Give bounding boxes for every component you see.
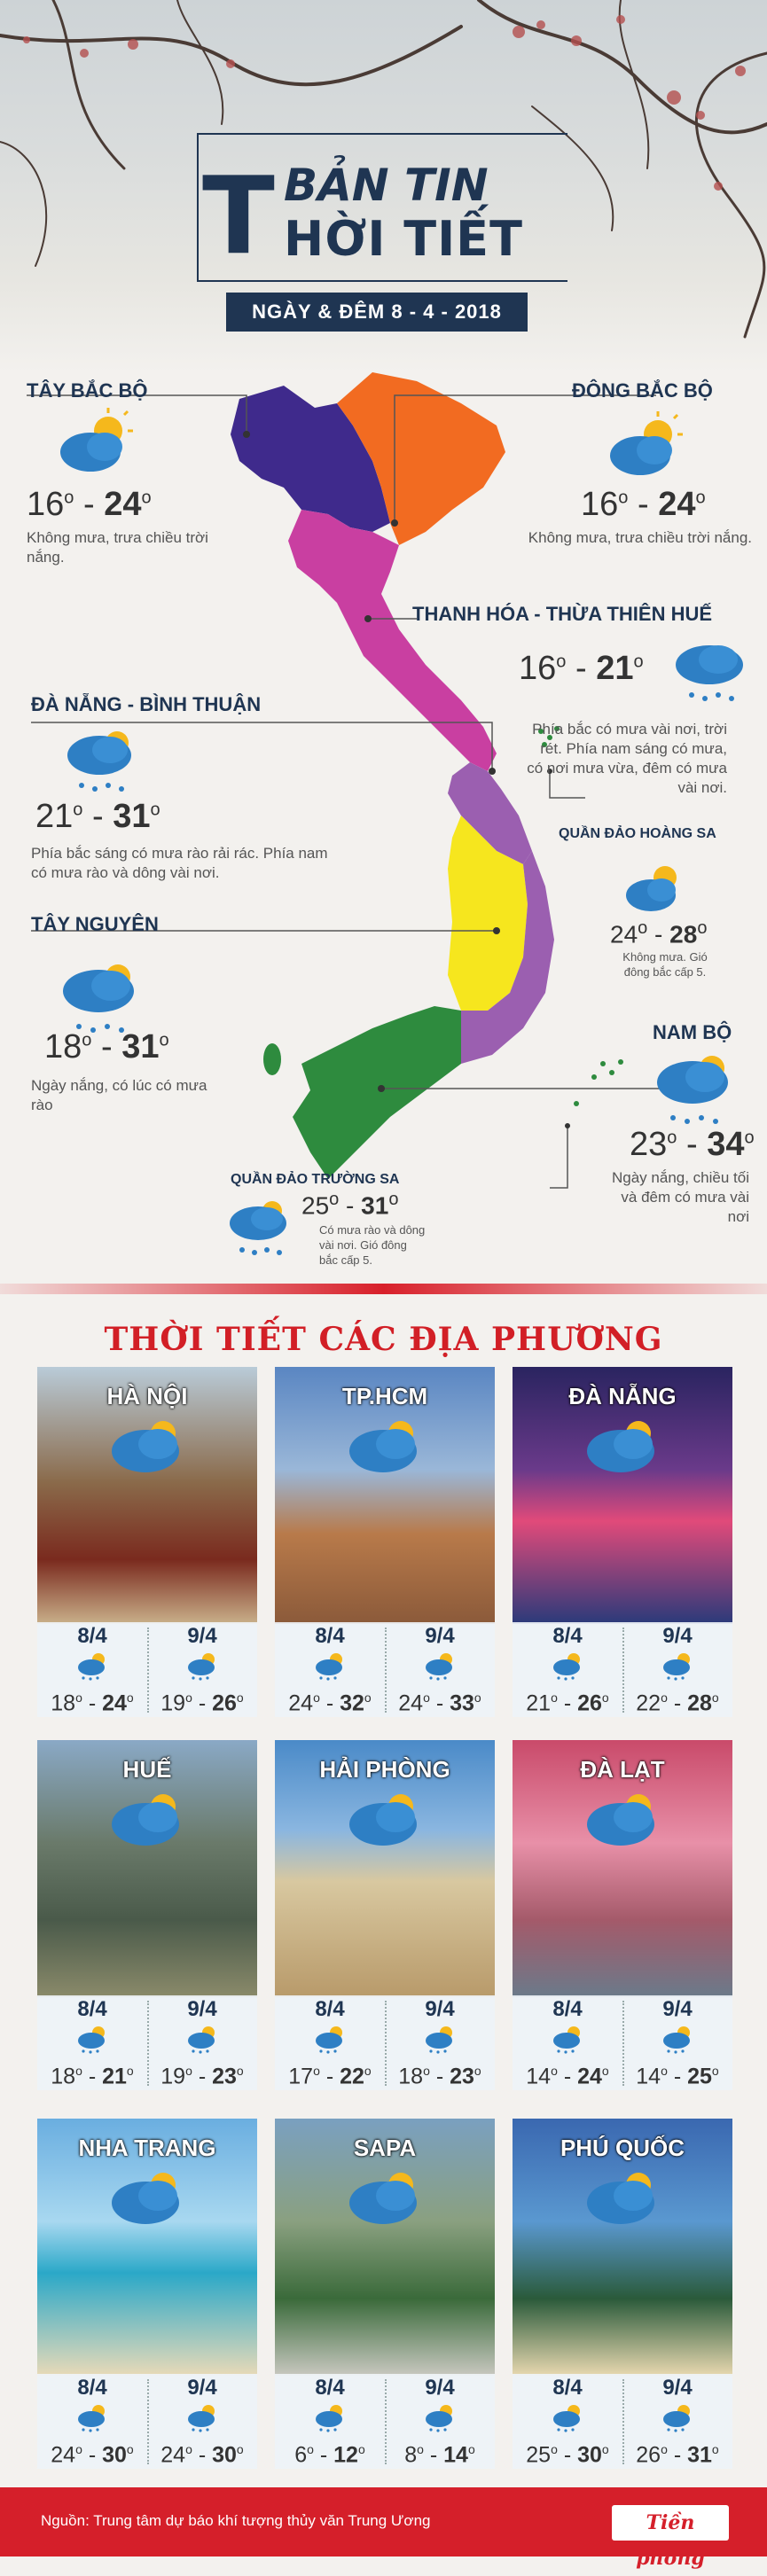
region-tay-bac-name: TÂY BẮC BỘ: [27, 379, 148, 402]
sun-cloud-icon: [74, 2402, 110, 2434]
region-thanh-hoa-desc: Phía bắc có mưa vài nơi, trời rét. Phía nam sáng có mưa, có nơi mưa vừa, đêm có mưa vài nơi.: [527, 721, 727, 797]
sun-cloud-icon: [621, 858, 692, 916]
city-name: PHÚ QUỐC: [560, 2135, 685, 2161]
rain-cloud-icon: [669, 640, 749, 711]
sun-cloud-icon: [312, 2024, 348, 2056]
forecast-temp: 24$^o$ - 32$^o$: [288, 1690, 372, 1716]
city-card: [37, 1367, 257, 1717]
city-card: [275, 1740, 495, 2090]
forecast-date: 8/4: [77, 1624, 107, 1648]
city-card: [513, 2119, 732, 2469]
rain-cloud-icon: [652, 1050, 740, 1130]
region-dong-bac-temp: 16$^o$ - 24$^o$: [581, 486, 706, 523]
forecast-temp: 14$^o$ - 25$^o$: [636, 2064, 719, 2089]
cloud-icon: [108, 1789, 188, 1851]
city-name: HÀ NỘI: [106, 1383, 188, 1409]
region-da-nang-desc: Phía bắc sáng có mưa rào rải rác. Phía nam có mưa rào và dông vài nơi.: [31, 845, 328, 882]
tienphong-logo: Tiền phong: [612, 2505, 729, 2541]
city-card: [37, 2119, 257, 2469]
region-thanh-hoa-shape: [288, 510, 497, 771]
city-forecast: [275, 2374, 495, 2469]
day-forecast-1: [513, 2374, 622, 2468]
region-hoang-sa-desc: Không mưa. Gió đông bắc cấp 5.: [622, 950, 708, 979]
sun-cloud-icon: [53, 406, 142, 477]
region-tay-bac-temp: 16$^o$ - 24$^o$: [27, 486, 152, 523]
city-forecast: [37, 1995, 257, 2090]
forecast-temp: 18$^o$ - 24$^o$: [51, 1690, 134, 1716]
region-nam-bo-shape: [293, 1006, 461, 1179]
city-card: [275, 2119, 495, 2469]
cloud-icon: [583, 1789, 663, 1851]
cloud-icon: [346, 1416, 426, 1478]
sun-cloud-icon: [184, 1651, 220, 1682]
sun-cloud-icon: [312, 2402, 348, 2434]
forecast-date: 8/4: [552, 2376, 583, 2400]
region-thanh-hoa-temp: 16$^o$ - 21$^o$: [519, 650, 644, 687]
sun-cloud-icon: [660, 1651, 695, 1682]
title-big-letter: T: [202, 155, 275, 278]
region-truong-sa-name: QUẦN ĐẢO TRƯỜNG SA: [231, 1172, 400, 1187]
forecast-date: 9/4: [425, 1624, 455, 1648]
day-forecast-1: [37, 1622, 147, 1716]
city-card: [37, 1740, 257, 2090]
forecast-temp: 22$^o$ - 28$^o$: [636, 1690, 719, 1716]
city-forecast: [513, 1995, 732, 2090]
day-forecast-2: [622, 2374, 732, 2468]
city-card: [275, 1367, 495, 1717]
forecast-date: 9/4: [662, 1624, 693, 1648]
city-forecast: [37, 2374, 257, 2469]
sun-cloud-icon: [660, 2024, 695, 2056]
day-forecast-1: [513, 1995, 622, 2089]
city-forecast: [37, 1622, 257, 1717]
city-name: SAPA: [353, 2135, 417, 2161]
forecast-date: 8/4: [315, 1624, 345, 1648]
city-name: ĐÀ NẴNG: [568, 1383, 677, 1409]
date-banner: NGÀY & ĐÊM 8 - 4 - 2018: [226, 293, 528, 332]
day-forecast-1: [275, 1995, 385, 2089]
sun-cloud-icon: [550, 2024, 585, 2056]
footer-source: Nguồn: Trung tâm dự báo khí tượng thủy văn Trung Ương: [41, 2512, 431, 2529]
day-forecast-1: [275, 2374, 385, 2468]
region-dong-bac-desc: Không mưa, trưa chiều trời nắng.: [528, 529, 752, 546]
city-card: [513, 1367, 732, 1717]
forecast-date: 9/4: [187, 1624, 217, 1648]
rain-cloud-icon: [226, 1197, 297, 1259]
region-nam-bo-temp: 23$^o$ - 34$^o$: [630, 1126, 755, 1163]
city-card: [513, 1740, 732, 2090]
forecast-date: 8/4: [77, 2376, 107, 2400]
region-da-nang-temp: 21$^o$ - 31$^o$: [35, 798, 160, 835]
forecast-date: 9/4: [425, 1997, 455, 2021]
forecast-date: 8/4: [552, 1624, 583, 1648]
forecast-temp: 19$^o$ - 26$^o$: [160, 1690, 244, 1716]
forecast-temp: 21$^o$ - 26$^o$: [526, 1690, 609, 1716]
sun-cloud-icon: [74, 1651, 110, 1682]
day-forecast-2: [385, 1995, 495, 2089]
city-name: TP.HCM: [341, 1383, 428, 1409]
day-forecast-1: [37, 2374, 147, 2468]
sun-cloud-icon: [422, 2024, 458, 2056]
forecast-date: 9/4: [662, 1997, 693, 2021]
city-forecast: [513, 1622, 732, 1717]
forecast-temp: 18$^o$ - 21$^o$: [51, 2064, 134, 2089]
day-forecast-2: [622, 1622, 732, 1716]
region-nam-bo-name: NAM BỘ: [653, 1021, 732, 1043]
cloud-icon: [346, 2167, 426, 2229]
city-forecast: [513, 2374, 732, 2469]
title-line-2: HỜI TIẾT: [284, 211, 523, 267]
cloud-icon: [583, 1416, 663, 1478]
day-forecast-2: [147, 2374, 257, 2468]
region-dong-bac-name: ĐÔNG BẮC BỘ: [572, 379, 713, 402]
forecast-date: 8/4: [315, 2376, 345, 2400]
sun-cloud-icon: [660, 2402, 695, 2434]
cloud-icon: [346, 1789, 426, 1851]
sun-cloud-icon: [550, 1651, 585, 1682]
forecast-temp: 24$^o$ - 30$^o$: [160, 2442, 244, 2468]
forecast-date: 9/4: [425, 2376, 455, 2400]
day-forecast-1: [513, 1622, 622, 1716]
region-tay-bac-desc: Không mưa, trưa chiều trời nắng.: [27, 529, 208, 566]
day-forecast-2: [147, 1622, 257, 1716]
footer: [0, 2487, 767, 2570]
section-divider: [0, 1284, 767, 1294]
sun-cloud-icon: [603, 410, 692, 480]
day-forecast-2: [622, 1995, 732, 2089]
header-banner: [0, 0, 767, 372]
sun-cloud-icon: [550, 2402, 585, 2434]
forecast-temp: 24$^o$ - 30$^o$: [51, 2442, 134, 2468]
forecast-date: 8/4: [315, 1997, 345, 2021]
rain-cloud-icon: [62, 727, 142, 798]
forecast-temp: 14$^o$ - 24$^o$: [526, 2064, 609, 2089]
forecast-date: 9/4: [187, 2376, 217, 2400]
region-truong-sa-desc: Có mưa rào và dông vài nơi. Gió đông bắc cấp 5.: [319, 1223, 426, 1267]
title-line-1: BẢN TIN: [284, 160, 489, 211]
phu-quoc-island-shape: [263, 1043, 281, 1075]
region-truong-sa-temp: 25$^o$ - 31$^o$: [301, 1190, 399, 1220]
region-hoang-sa-temp: 24$^o$ - 28$^o$: [610, 918, 708, 948]
section-title: THỜI TIẾT CÁC ĐỊA PHƯƠNG: [104, 1321, 663, 1358]
region-nam-bo-desc: Ngày nắng, chiều tối và đêm có mưa vài nơi: [612, 1169, 749, 1226]
day-forecast-1: [275, 1622, 385, 1716]
sun-cloud-icon: [184, 2402, 220, 2434]
sun-cloud-icon: [312, 1651, 348, 1682]
forecast-date: 9/4: [662, 2376, 693, 2400]
sun-cloud-icon: [184, 2024, 220, 2056]
city-name: HUẾ: [122, 1756, 172, 1783]
city-forecast: [275, 1995, 495, 2090]
day-forecast-2: [147, 1995, 257, 2089]
region-tay-nguyen-desc: Ngày nắng, có lúc có mưa rào: [31, 1077, 207, 1114]
forecast-temp: 25$^o$ - 30$^o$: [526, 2442, 609, 2468]
forecast-temp: 6$^o$ - 12$^o$: [294, 2442, 365, 2468]
forecast-temp: 26$^o$ - 31$^o$: [636, 2442, 719, 2468]
forecast-date: 8/4: [552, 1997, 583, 2021]
city-name: HẢI PHÒNG: [319, 1756, 450, 1783]
region-tay-nguyen-temp: 18$^o$ - 31$^o$: [44, 1028, 169, 1066]
rain-cloud-icon: [58, 959, 146, 1039]
sun-cloud-icon: [422, 2402, 458, 2434]
cloud-icon: [108, 1416, 188, 1478]
city-name: NHA TRANG: [78, 2135, 216, 2161]
forecast-temp: 8$^o$ - 14$^o$: [404, 2442, 475, 2468]
cloud-icon: [583, 2167, 663, 2229]
forecast-date: 9/4: [187, 1997, 217, 2021]
region-thanh-hoa-name: THANH HÓA - THỪA THIÊN HUẾ: [412, 603, 713, 625]
region-da-nang-name: ĐÀ NẴNG - BÌNH THUẬN: [31, 693, 262, 715]
cloud-icon: [108, 2167, 188, 2229]
forecast-date: 8/4: [77, 1997, 107, 2021]
city-name: ĐÀ LẠT: [580, 1756, 665, 1783]
sun-cloud-icon: [74, 2024, 110, 2056]
forecast-temp: 24$^o$ - 33$^o$: [398, 1690, 481, 1716]
region-tay-nguyen-name: TÂY NGUYÊN: [31, 913, 159, 935]
day-forecast-2: [385, 1622, 495, 1716]
day-forecast-2: [385, 2374, 495, 2468]
forecast-temp: 17$^o$ - 22$^o$: [288, 2064, 372, 2089]
city-forecast: [275, 1622, 495, 1717]
sun-cloud-icon: [422, 1651, 458, 1682]
day-forecast-1: [37, 1995, 147, 2089]
forecast-temp: 18$^o$ - 23$^o$: [398, 2064, 481, 2089]
region-hoang-sa-name: QUẦN ĐẢO HOÀNG SA: [559, 826, 716, 841]
forecast-temp: 19$^o$ - 23$^o$: [160, 2064, 244, 2089]
